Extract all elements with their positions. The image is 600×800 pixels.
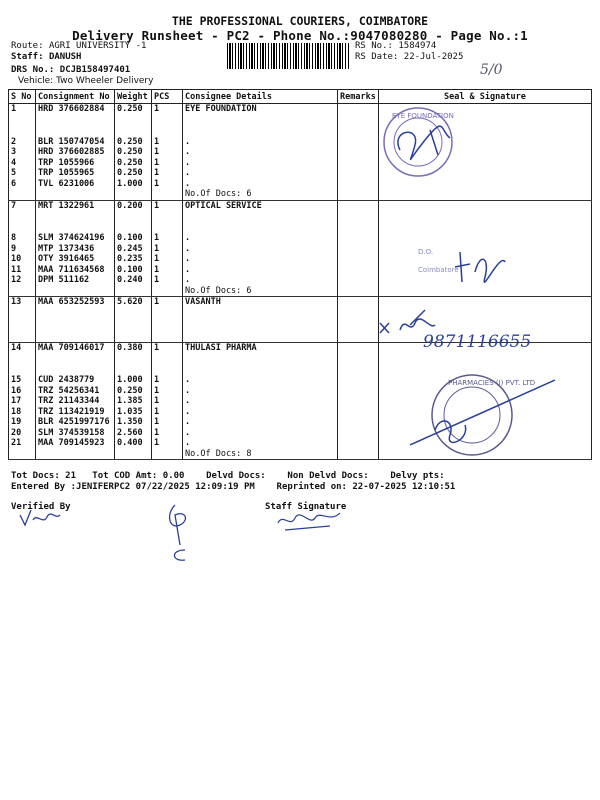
drs-value: DCJB158497401 xyxy=(59,65,131,75)
row-sno: 1 xyxy=(9,104,36,115)
row-pcs: 1 xyxy=(152,428,183,439)
row-consignee: . xyxy=(183,428,338,439)
row-consignee: . xyxy=(183,233,338,244)
staff-handwritten-signature xyxy=(160,500,200,565)
row-weight: 0.250 xyxy=(115,137,152,148)
non-delvd-docs: Non Delvd Docs: xyxy=(287,471,369,481)
row-consignment: MAA 653252593 xyxy=(36,297,115,308)
row-weight: 0.380 xyxy=(115,342,152,353)
row-consignee: . xyxy=(183,137,338,148)
row-consignee: . xyxy=(183,407,338,418)
row-consignee: . xyxy=(183,265,338,276)
row-pcs: 1 xyxy=(152,147,183,158)
row-consignment: BLR 4251997176 xyxy=(36,417,115,428)
row-pcs: 1 xyxy=(152,297,183,308)
row-pcs: 1 xyxy=(152,200,183,211)
docs-row xyxy=(9,189,592,200)
vasanth-signature xyxy=(375,305,575,355)
row-consignment: TRZ 54256341 xyxy=(36,386,115,397)
row-remarks xyxy=(338,375,379,386)
row-remarks xyxy=(338,342,379,353)
row-pcs: 1 xyxy=(152,375,183,386)
row-sno: 17 xyxy=(9,396,36,407)
rs-no-value: 1584974 xyxy=(398,41,437,51)
delvd-docs: Delvd Docs: xyxy=(206,471,266,481)
row-sno: 7 xyxy=(9,200,36,211)
row-sno: 10 xyxy=(9,254,36,265)
row-sno: 9 xyxy=(9,244,36,255)
tot-docs: Tot Docs: 21 xyxy=(11,471,77,481)
row-consignment: SLM 374624196 xyxy=(36,233,115,244)
row-weight: 0.400 xyxy=(115,438,152,449)
row-pcs: 1 xyxy=(152,407,183,418)
row-remarks xyxy=(338,407,379,418)
staff-line: Staff: DANUSH xyxy=(11,52,82,62)
row-sno: 21 xyxy=(9,438,36,449)
row-consignee: . xyxy=(183,417,338,428)
row-remarks xyxy=(338,438,379,449)
table-row xyxy=(9,147,592,158)
col-weight: Weight xyxy=(115,90,152,104)
staff-signature-label: Staff Signature xyxy=(265,502,347,512)
row-consignee: . xyxy=(183,386,338,397)
row-pcs: 1 xyxy=(152,104,183,115)
entered-line xyxy=(11,482,455,492)
row-sno: 14 xyxy=(9,342,36,353)
row-weight: 5.620 xyxy=(115,297,152,308)
rs-no-line: RS No.: 1584974 xyxy=(355,41,437,51)
rs-date-line: RS Date: 22-Jul-2025 xyxy=(355,52,464,62)
row-consignee: . xyxy=(183,275,338,286)
row-weight: 1.350 xyxy=(115,417,152,428)
row-weight: 0.250 xyxy=(115,104,152,115)
row-pcs: 1 xyxy=(152,179,183,190)
row-consignee: THULASI PHARMA xyxy=(183,342,338,353)
row-remarks xyxy=(338,233,379,244)
row-sno: 19 xyxy=(9,417,36,428)
pharma-stamp-text: PHARMACIES (I) PVT. LTD xyxy=(448,379,536,387)
vehicle-line: Vehicle: Two Wheeler Delivery xyxy=(18,76,154,86)
row-remarks xyxy=(338,200,379,211)
eye-stamp-text: EYE FOUNDATION xyxy=(392,112,454,120)
row-consignee: . xyxy=(183,254,338,265)
row-consignee: VASANTH xyxy=(183,297,338,308)
row-weight: 0.250 xyxy=(115,147,152,158)
verifier-signature xyxy=(15,505,65,530)
row-pcs: 1 xyxy=(152,254,183,265)
row-pcs: 1 xyxy=(152,386,183,397)
row-remarks xyxy=(338,265,379,276)
delvy-pts: Delvy pts: xyxy=(390,471,445,481)
table-row xyxy=(9,137,592,148)
row-consignment: MAA 709145923 xyxy=(36,438,115,449)
row-consignment: OTY 3916465 xyxy=(36,254,115,265)
svg-text:Coimbatore: Coimbatore xyxy=(418,266,459,274)
row-consignment: CUD 2438779 xyxy=(36,375,115,386)
docs-count: No.Of Docs: 6 xyxy=(183,189,338,200)
row-consignee: . xyxy=(183,147,338,158)
docs-count: No.Of Docs: 6 xyxy=(183,286,338,297)
row-sno: 4 xyxy=(9,158,36,169)
row-weight: 0.250 xyxy=(115,168,152,179)
row-weight: 1.385 xyxy=(115,396,152,407)
table-row xyxy=(9,104,592,115)
col-consignee: Consignee Details xyxy=(183,90,338,104)
row-remarks xyxy=(338,396,379,407)
row-remarks xyxy=(338,386,379,397)
row-consignment: HRD 376602884 xyxy=(36,104,115,115)
svg-text:D.O.: D.O. xyxy=(418,248,434,256)
table-row xyxy=(9,158,592,169)
staff-value: DANUSH xyxy=(48,52,82,62)
row-consignment: TRZ 113421919 xyxy=(36,407,115,418)
staff-signature-mark xyxy=(275,508,345,533)
row-consignment: MTP 1373436 xyxy=(36,244,115,255)
row-sno: 5 xyxy=(9,168,36,179)
verified-by-label: Verified By xyxy=(11,502,71,512)
row-consignment: MAA 709146017 xyxy=(36,342,115,353)
spacer-row xyxy=(9,115,592,137)
handwritten-note: 5/0 xyxy=(480,62,503,78)
row-consignment: DPM 511162 xyxy=(36,275,115,286)
row-sno: 2 xyxy=(9,137,36,148)
row-consignee: . xyxy=(183,168,338,179)
row-pcs: 1 xyxy=(152,275,183,286)
row-weight: 0.250 xyxy=(115,158,152,169)
row-pcs: 1 xyxy=(152,168,183,179)
row-pcs: 1 xyxy=(152,396,183,407)
row-sno: 13 xyxy=(9,297,36,308)
company-title: THE PROFESSIONAL COURIERS, COIMBATORE xyxy=(171,14,429,28)
table-row xyxy=(9,200,592,211)
col-consignment: Consignment No xyxy=(36,90,115,104)
vehicle-value: Two Wheeler Delivery xyxy=(56,76,154,86)
runsheet-subtitle: Delivery Runsheet - PC2 - Phone No.:9047080280 - Page No.:1 xyxy=(72,28,528,43)
eye-foundation-stamp xyxy=(370,100,480,185)
table-row xyxy=(9,168,592,179)
row-weight: 0.250 xyxy=(115,386,152,397)
row-consignment: TRP 1055966 xyxy=(36,158,115,169)
col-sno: S No xyxy=(9,90,36,104)
row-sno: 12 xyxy=(9,275,36,286)
row-pcs: 1 xyxy=(152,137,183,148)
row-consignment: TRZ 21143344 xyxy=(36,396,115,407)
spacer-row xyxy=(9,211,592,233)
row-remarks xyxy=(338,275,379,286)
row-consignee: . xyxy=(183,179,338,190)
top-artifact xyxy=(150,0,270,8)
row-weight: 0.100 xyxy=(115,233,152,244)
row-remarks xyxy=(338,254,379,265)
row-weight: 1.000 xyxy=(115,179,152,190)
entered-by: Entered By :JENIFERPC2 07/22/2025 12:09:19 PM xyxy=(11,482,255,492)
totals-line xyxy=(11,471,445,481)
row-sno: 6 xyxy=(9,179,36,190)
row-weight: 1.035 xyxy=(115,407,152,418)
tot-cod: Tot COD Amt: 0.00 xyxy=(92,471,185,481)
drs-line: DRS No.: DCJB158497401 xyxy=(11,65,131,75)
reprinted-on: Reprinted on: 22-07-2025 12:10:51 xyxy=(276,482,456,492)
row-consignment: MAA 711634568 xyxy=(36,265,115,276)
col-seal: Seal & Signature xyxy=(378,90,591,104)
docs-count: No.Of Docs: 8 xyxy=(183,449,338,460)
handwritten-phone: 9871116655 xyxy=(423,332,532,352)
table-row xyxy=(9,179,592,190)
col-remarks: Remarks xyxy=(338,90,379,104)
row-consignee: . xyxy=(183,438,338,449)
route-value: AGRI UNIVERSITY -1 xyxy=(48,41,147,51)
row-seal xyxy=(378,200,591,211)
row-pcs: 1 xyxy=(152,417,183,428)
row-remarks xyxy=(338,428,379,439)
row-weight: 0.245 xyxy=(115,244,152,255)
row-weight: 0.240 xyxy=(115,275,152,286)
barcode xyxy=(227,43,349,69)
row-consignment: TVL 6231006 xyxy=(36,179,115,190)
row-consignee: . xyxy=(183,244,338,255)
row-weight: 0.100 xyxy=(115,265,152,276)
row-pcs: 1 xyxy=(152,438,183,449)
row-weight: 0.200 xyxy=(115,200,152,211)
row-weight: 0.235 xyxy=(115,254,152,265)
row-sno: 15 xyxy=(9,375,36,386)
row-consignee: EYE FOUNDATION xyxy=(183,104,338,115)
table-header xyxy=(9,90,592,104)
row-sno: 3 xyxy=(9,147,36,158)
row-consignment: BLR 150747054 xyxy=(36,137,115,148)
row-pcs: 1 xyxy=(152,342,183,353)
row-consignee: OPTICAL SERVICE xyxy=(183,200,338,211)
rs-date-value: 22-Jul-2025 xyxy=(403,52,464,62)
optical-stamp xyxy=(410,232,530,292)
row-consignee: . xyxy=(183,375,338,386)
row-consignment: HRD 376602885 xyxy=(36,147,115,158)
row-sno: 16 xyxy=(9,386,36,397)
row-pcs: 1 xyxy=(152,265,183,276)
row-remarks xyxy=(338,297,379,308)
row-weight: 1.000 xyxy=(115,375,152,386)
row-consignee: . xyxy=(183,396,338,407)
row-consignment: TRP 1055965 xyxy=(36,168,115,179)
route-line: Route: AGRI UNIVERSITY -1 xyxy=(11,41,147,51)
row-remarks xyxy=(338,417,379,428)
row-remarks xyxy=(338,244,379,255)
row-sno: 11 xyxy=(9,265,36,276)
col-pcs: PCS xyxy=(152,90,183,104)
row-sno: 18 xyxy=(9,407,36,418)
row-weight: 2.560 xyxy=(115,428,152,439)
row-sno: 8 xyxy=(9,233,36,244)
row-pcs: 1 xyxy=(152,244,183,255)
row-pcs: 1 xyxy=(152,158,183,169)
row-consignment: MRT 1322961 xyxy=(36,200,115,211)
row-sno: 20 xyxy=(9,428,36,439)
pharmacies-stamp xyxy=(410,370,560,465)
row-consignment: SLM 374539158 xyxy=(36,428,115,439)
row-pcs: 1 xyxy=(152,233,183,244)
row-consignee: . xyxy=(183,158,338,169)
